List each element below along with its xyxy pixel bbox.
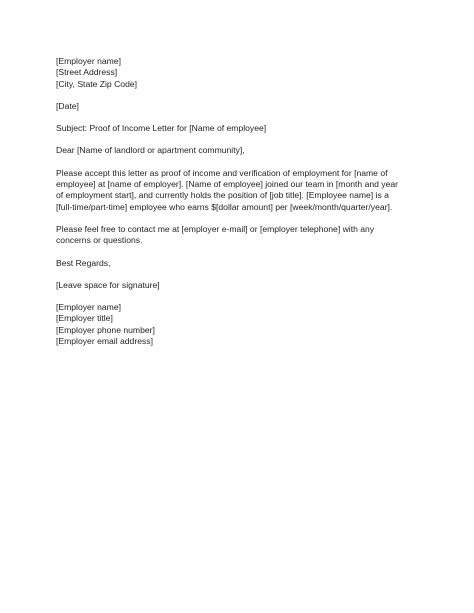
sender-address-block <box>56 56 422 90</box>
paragraph-line: employee] at [name of employer]. [Name of employee] joined our team in [month and year <box>56 179 399 190</box>
sender-name: [Employer name] <box>56 56 121 66</box>
paragraph-line: concerns or questions. <box>56 235 143 246</box>
signature-block <box>56 302 422 347</box>
spacer <box>56 134 422 145</box>
paragraph-line: of employment start], and currently holds the position of [job title]. [Employee name] is a <box>56 190 389 201</box>
letter-closing: Best Regards, <box>56 257 111 268</box>
body-paragraph-1 <box>56 168 422 213</box>
sender-city-state-zip: [City, State Zip Code] <box>56 78 138 89</box>
spacer <box>56 291 422 302</box>
letter-date: [Date] <box>56 100 79 111</box>
letter-body <box>56 56 422 347</box>
signer-title: [Employer title] <box>56 313 113 324</box>
paragraph-line: Please accept this letter as proof of income and verification of employment for [name of <box>56 167 388 178</box>
spacer <box>56 269 422 280</box>
spacer <box>56 157 422 168</box>
spacer <box>56 90 422 101</box>
spacer <box>56 213 422 224</box>
sender-street: [Street Address] <box>56 67 118 78</box>
spacer <box>56 112 422 123</box>
body-paragraph-2 <box>56 224 422 247</box>
signer-name: [Employer name] <box>56 302 121 313</box>
signature-placeholder: [Leave space for signature] <box>56 279 160 290</box>
spacer <box>56 247 422 258</box>
signer-email: [Employer email address] <box>56 336 153 347</box>
letter-subject: Subject: Proof of Income Letter for [Name of employee] <box>56 123 267 134</box>
paragraph-line: Please feel free to contact me at [employer e-mail] or [employer telephone] with any <box>56 223 375 234</box>
letter-salutation: Dear [Name of landlord or apartment community], <box>56 145 245 156</box>
paragraph-line: [full-time/part-time] employee who earns $[dollar amount] per [week/month/quarter/year]. <box>56 201 393 212</box>
signer-phone: [Employer phone number] <box>56 324 155 335</box>
